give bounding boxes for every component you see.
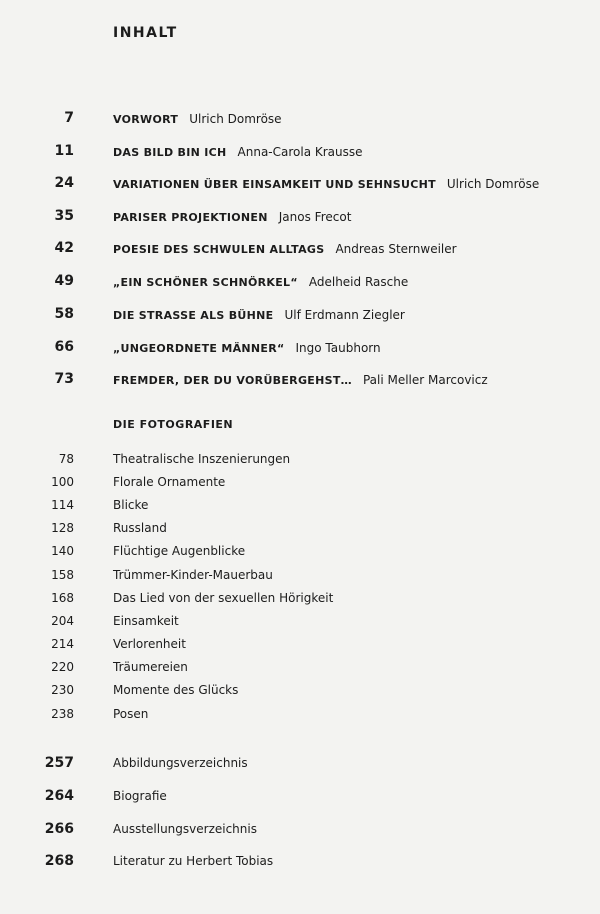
toc-entry[interactable] bbox=[0, 237, 600, 259]
entry-author: Ulf Erdmann Ziegler bbox=[284, 308, 405, 322]
toc-appendix-entry[interactable] bbox=[0, 785, 600, 807]
entry-label: Posen bbox=[113, 707, 149, 721]
page-number: 42 bbox=[54, 240, 74, 256]
toc-photo-entry[interactable] bbox=[0, 448, 600, 470]
page-number: 78 bbox=[58, 452, 74, 466]
page-number: 100 bbox=[51, 475, 74, 489]
page-number: 158 bbox=[51, 568, 74, 582]
entry-heading: POESIE DES SCHWULEN ALLTAGS bbox=[113, 243, 325, 256]
page-number: 11 bbox=[54, 143, 74, 159]
entry-label: Momente des Glücks bbox=[113, 683, 239, 697]
entry-label: Einsamkeit bbox=[113, 614, 179, 628]
section-heading: DIE FOTOGRAFIEN bbox=[113, 418, 234, 431]
entry-label: Abbildungsverzeichnis bbox=[113, 756, 248, 770]
page-number: 24 bbox=[54, 175, 74, 191]
toc-entry[interactable] bbox=[0, 270, 600, 292]
toc-photo-entry[interactable] bbox=[0, 610, 600, 632]
toc-photo-entry[interactable] bbox=[0, 540, 600, 562]
toc-photo-entry[interactable] bbox=[0, 633, 600, 655]
page-number: 114 bbox=[51, 498, 74, 512]
page-number: 257 bbox=[44, 755, 74, 771]
toc-entry[interactable] bbox=[0, 303, 600, 325]
page-number: 49 bbox=[54, 273, 74, 289]
page-number: 140 bbox=[51, 544, 74, 558]
page-number: 220 bbox=[51, 660, 74, 674]
entry-label: Biografie bbox=[113, 789, 167, 803]
entry-label: Russland bbox=[113, 521, 167, 535]
toc-entry[interactable] bbox=[0, 368, 600, 390]
toc-photo-entry[interactable] bbox=[0, 679, 600, 701]
entry-author: Ingo Taubhorn bbox=[295, 341, 381, 355]
toc-photo-entry[interactable] bbox=[0, 656, 600, 678]
entry-heading: VORWORT bbox=[113, 113, 179, 126]
page-number: 128 bbox=[51, 521, 74, 535]
toc-photo-entry[interactable] bbox=[0, 587, 600, 609]
toc-photo-entry[interactable] bbox=[0, 471, 600, 493]
entry-author: Adelheid Rasche bbox=[308, 275, 409, 289]
page-title: INHALT bbox=[113, 25, 178, 41]
entry-heading: PARISER PROJEKTIONEN bbox=[113, 211, 268, 224]
entry-author: Ulrich Domröse bbox=[446, 177, 540, 191]
toc-photo-entry[interactable] bbox=[0, 564, 600, 586]
toc-photo-entry[interactable] bbox=[0, 517, 600, 539]
page-number: 214 bbox=[51, 637, 74, 651]
entry-label: Träumereien bbox=[113, 660, 188, 674]
toc-photo-entry[interactable] bbox=[0, 494, 600, 516]
entry-label: Flüchtige Augenblicke bbox=[113, 544, 246, 558]
toc-appendix-entry[interactable] bbox=[0, 818, 600, 840]
entry-label: Ausstellungsverzeichnis bbox=[113, 822, 257, 836]
page-number: 58 bbox=[54, 306, 74, 322]
page-number: 66 bbox=[54, 339, 74, 355]
toc-entry[interactable] bbox=[0, 140, 600, 162]
entry-heading: DAS BILD BIN ICH bbox=[113, 146, 227, 159]
toc-entry[interactable] bbox=[0, 172, 600, 194]
entry-heading: „EIN SCHÖNER SCHNÖRKEL“ bbox=[113, 276, 298, 289]
entry-author: Pali Meller Marcovicz bbox=[362, 373, 488, 387]
page-number: 204 bbox=[51, 614, 74, 628]
toc-entry[interactable] bbox=[0, 336, 600, 358]
page-number: 35 bbox=[54, 208, 74, 224]
page-number: 7 bbox=[64, 110, 74, 126]
toc-entry[interactable] bbox=[0, 107, 600, 129]
entry-author: Ulrich Domröse bbox=[189, 112, 282, 126]
entry-label: Das Lied von der sexuellen Hörigkeit bbox=[113, 591, 334, 605]
entry-label: Verlorenheit bbox=[113, 637, 186, 651]
page-number: 266 bbox=[44, 821, 74, 837]
toc-appendix-entry[interactable] bbox=[0, 850, 600, 872]
page-number: 230 bbox=[51, 683, 74, 697]
entry-author: Anna-Carola Krausse bbox=[237, 145, 363, 159]
page-number: 73 bbox=[54, 371, 74, 387]
page-number: 268 bbox=[44, 853, 74, 869]
page-number: 264 bbox=[44, 788, 74, 804]
entry-heading: FREMDER, DER DU VORÜBERGEHST… bbox=[113, 374, 352, 387]
toc-appendix-entry[interactable] bbox=[0, 752, 600, 774]
entry-label: Literatur zu Herbert Tobias bbox=[113, 854, 274, 868]
entry-heading: DIE STRASSE ALS BÜHNE bbox=[113, 309, 274, 322]
entry-author: Janos Frecot bbox=[278, 210, 352, 224]
entry-heading: „UNGEORDNETE MÄNNER“ bbox=[113, 342, 285, 355]
entry-label: Blicke bbox=[113, 498, 149, 512]
toc-photo-entry[interactable] bbox=[0, 703, 600, 725]
entry-heading: VARIATIONEN ÜBER EINSAMKEIT UND SEHNSUCHT bbox=[113, 178, 436, 191]
entry-label: Theatralische Inszenierungen bbox=[113, 452, 291, 466]
page-number: 168 bbox=[51, 591, 74, 605]
toc-entry[interactable] bbox=[0, 205, 600, 227]
page-number: 238 bbox=[51, 707, 74, 721]
entry-label: Florale Ornamente bbox=[113, 475, 226, 489]
entry-label: Trümmer-Kinder-Mauerbau bbox=[113, 568, 273, 582]
entry-author: Andreas Sternweiler bbox=[335, 242, 457, 256]
